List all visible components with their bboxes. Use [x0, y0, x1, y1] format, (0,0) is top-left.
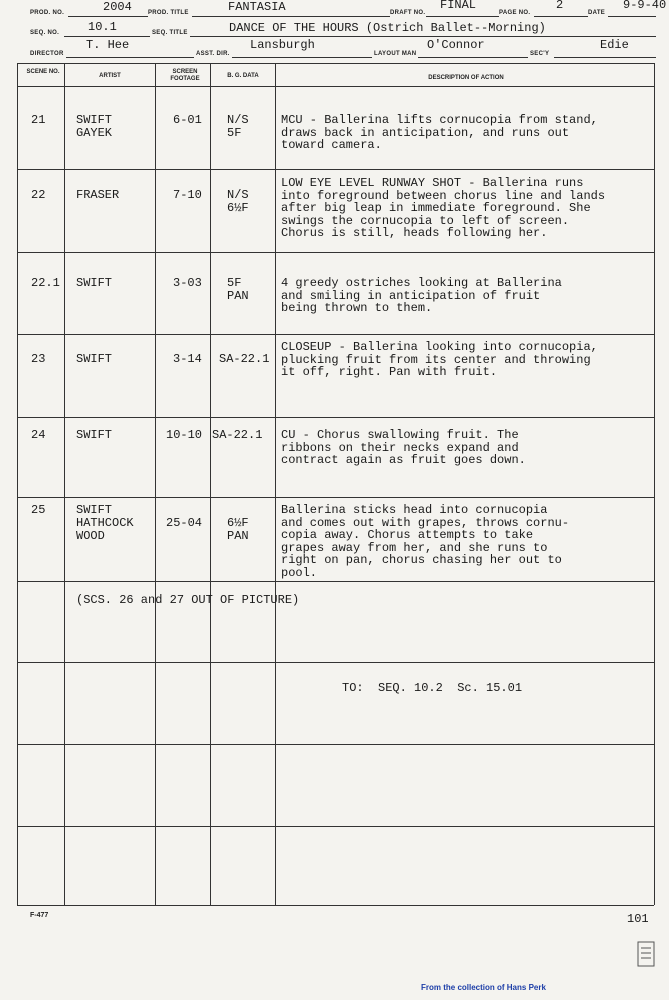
page-no-value: 2: [556, 0, 564, 12]
action-description: Ballerina sticks head into cornucopia and comes out with grapes, throws cornu- copia away. Chorus attempts to take grapes away from her, and she runs to right on pan, chorus chasing her out to pool.: [281, 503, 570, 580]
director-label: DIRECTOR: [30, 51, 64, 57]
prod-title-value: FANTASIA: [228, 0, 286, 14]
form-number: F-477: [30, 912, 49, 919]
date-value: 9-9-40: [623, 0, 667, 12]
seq-no-value: 10.1: [88, 20, 117, 34]
bg-data: 5F PAN: [227, 276, 249, 303]
asst-dir-value: Lansburgh: [250, 38, 315, 52]
prod-no-label: PROD. NO.: [30, 10, 65, 16]
bg-data: SA-22.1: [212, 428, 263, 442]
bg-data: N/S 6½F: [227, 188, 249, 215]
header-scene-no: SCENE NO.: [26, 69, 60, 75]
artist-names: SWIFT: [76, 276, 113, 290]
artist-names: SWIFT: [76, 352, 113, 366]
scene-number: 24: [31, 428, 46, 442]
screen-footage: 6-01: [173, 113, 202, 127]
prod-no-value: 2004: [103, 0, 132, 14]
artist-names: SWIFT GAYEK: [76, 113, 113, 140]
secy-label: SEC'Y: [530, 51, 550, 57]
artist-names: SWIFT HATHCOCK WOOD: [76, 503, 134, 543]
action-description: MCU - Ballerina lifts cornucopia from stand, draws back in anticipation, and runs out toward camera.: [281, 113, 598, 153]
artist-names: FRASER: [76, 188, 120, 202]
scene-number: 22: [31, 188, 46, 202]
screen-footage: 10-10: [166, 428, 203, 442]
seq-no-label: SEQ. NO.: [30, 30, 60, 36]
action-description: CLOSEUP - Ballerina looking into cornucopia, plucking fruit from its center and throwing it off, right. Pan with fruit.: [281, 340, 598, 380]
collection-credit: From the collection of Hans Perk: [421, 983, 546, 992]
header-artist: ARTIST: [99, 73, 121, 79]
scene-number: 25: [31, 503, 46, 517]
draft-no-value: FINAL: [440, 0, 477, 12]
layout-man-value: O'Connor: [427, 38, 485, 52]
header-screen-footage: SCREEN FOOTAGE: [170, 69, 200, 82]
date-label: DATE: [588, 10, 606, 16]
prod-title-label: PROD. TITLE: [148, 10, 189, 16]
screen-footage: 3-14: [173, 352, 202, 366]
artist-names: SWIFT: [76, 428, 113, 442]
scene-number: 22.1: [31, 276, 60, 290]
screen-footage: 3-03: [173, 276, 202, 290]
action-description: CU - Chorus swallowing fruit. The ribbons on their necks expand and contract again as fruit goes down.: [281, 428, 526, 468]
seq-title-label: SEQ. TITLE: [152, 30, 188, 36]
page-no-label: PAGE NO.: [499, 10, 531, 16]
header-description: DESCRIPTION OF ACTION: [428, 75, 504, 81]
seq-title-value: DANCE OF THE HOURS (Ostrich Ballet--Morning): [229, 21, 546, 35]
screen-footage: 7-10: [173, 188, 202, 202]
out-of-picture-note: (SCS. 26 and 27 OUT OF PICTURE): [76, 593, 300, 607]
bg-data: SA-22.1: [219, 352, 270, 366]
secy-value: Edie: [600, 38, 629, 52]
action-description: 4 greedy ostriches looking at Ballerina and smiling in anticipation of fruit being thrown to them.: [281, 276, 562, 316]
continuation-note: TO: SEQ. 10.2 Sc. 15.01: [342, 681, 523, 695]
director-value: T. Hee: [86, 38, 130, 52]
screen-footage: 25-04: [166, 516, 203, 530]
draft-no-label: DRAFT NO.: [390, 10, 426, 16]
asst-dir-label: ASST. DIR.: [196, 51, 230, 57]
scene-number: 23: [31, 352, 46, 366]
sheet-number: 101: [627, 912, 649, 926]
action-description: LOW EYE LEVEL RUNWAY SHOT - Ballerina runs into foreground between chorus line and lands after big leap in immediate foreground. She swings the cornucopia to left of screen. Chorus is still, heads following her.: [281, 176, 606, 241]
scene-number: 21: [31, 113, 46, 127]
scan-mark-icon: [636, 938, 658, 970]
bg-data: N/S 5F: [227, 113, 249, 140]
layout-man-label: LAYOUT MAN: [374, 51, 417, 57]
header-bg-data: B. G. DATA: [227, 73, 259, 79]
bg-data: 6½F PAN: [227, 516, 249, 543]
